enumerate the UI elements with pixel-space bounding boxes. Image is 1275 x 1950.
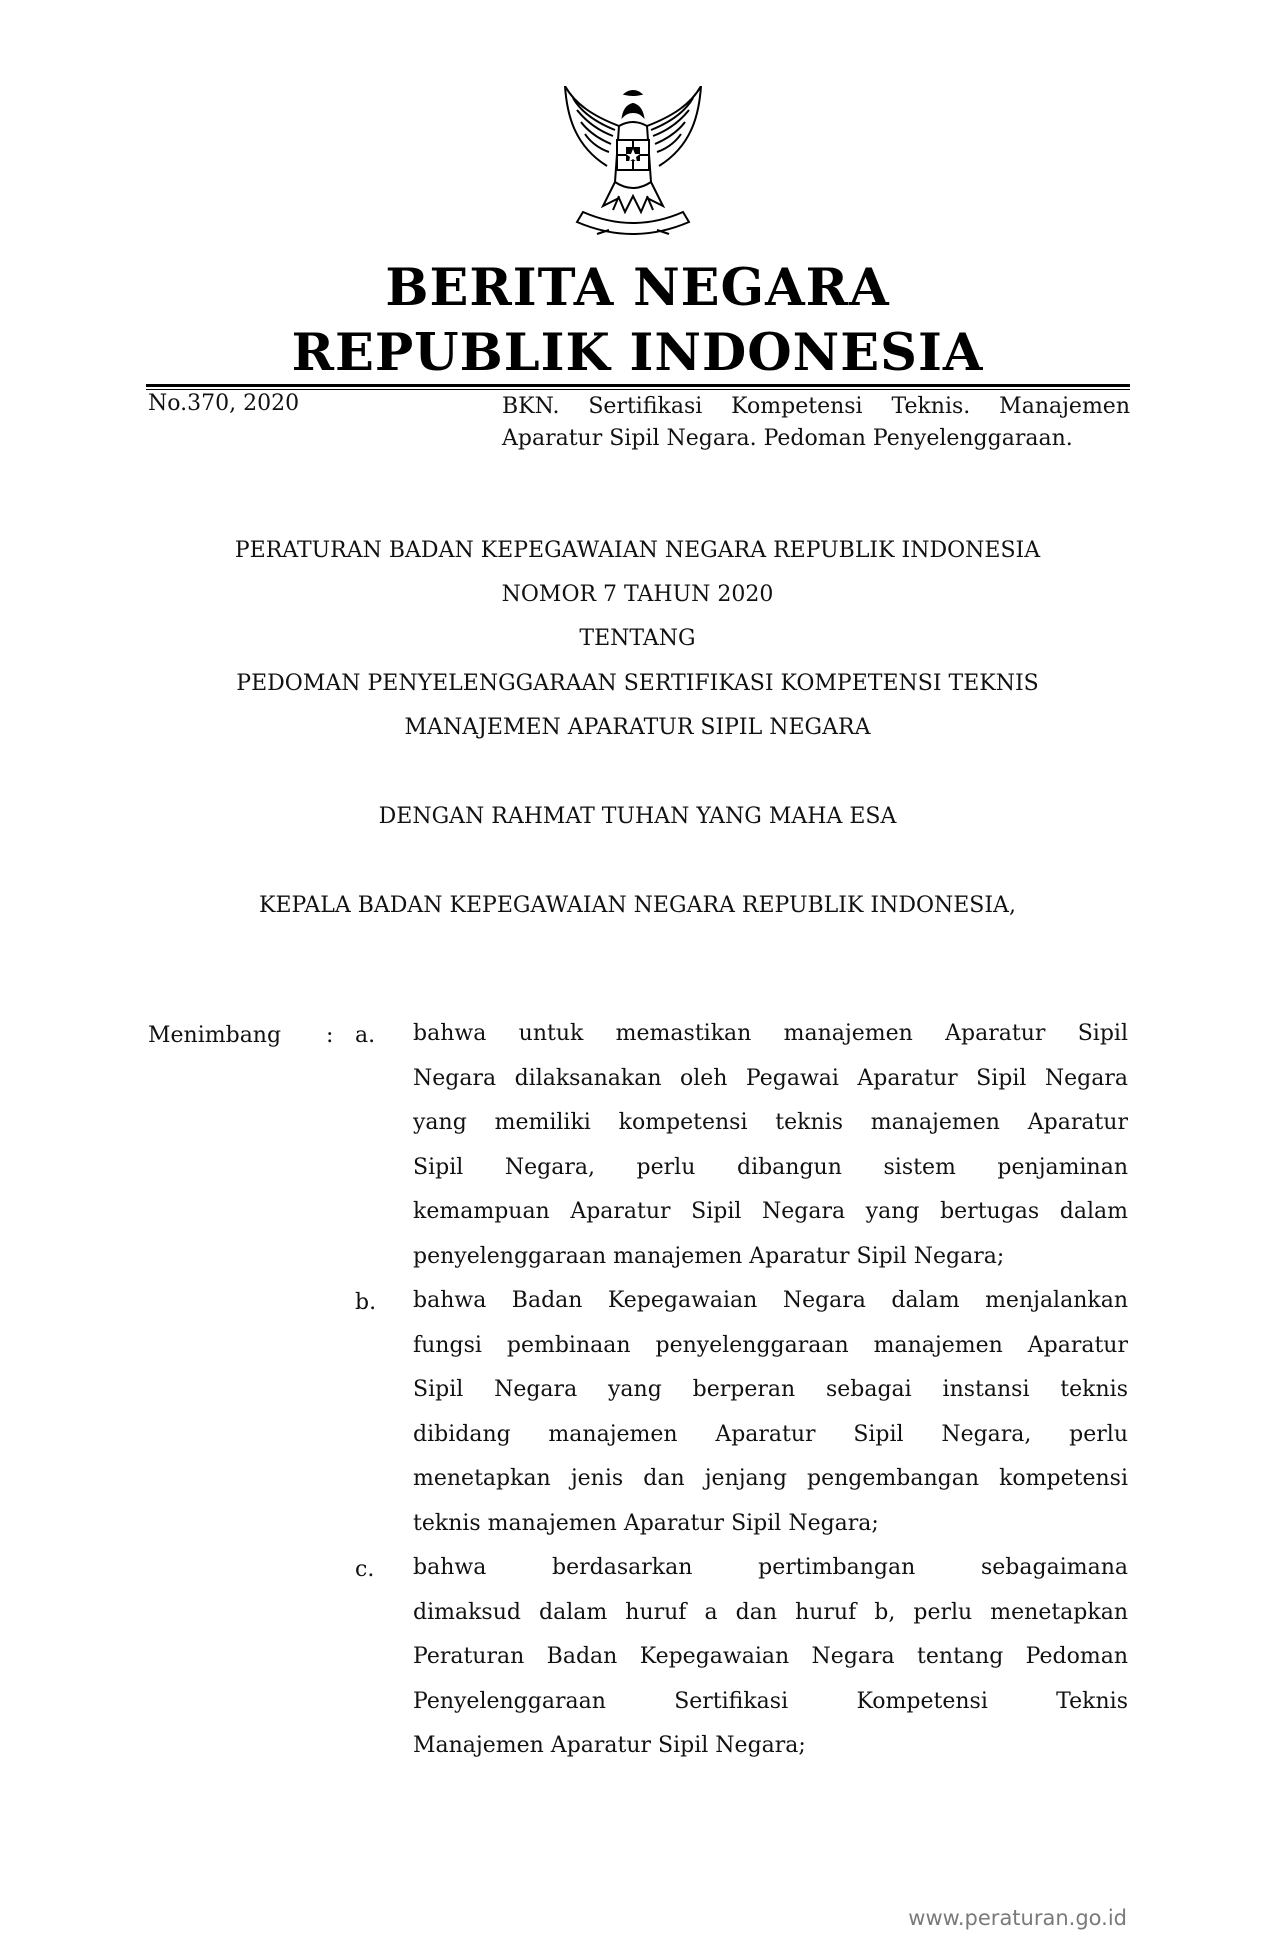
consideration-item-a: [413, 1012, 1128, 1279]
garuda-emblem-icon: [553, 86, 713, 246]
item-line: dimaksud dalam huruf a dan huruf b, perlu menetapkan: [413, 1599, 1128, 1625]
item-marker: c.: [355, 1557, 375, 1582]
item-line: fungsi pembinaan penyelenggaraan manajemen Aparatur: [413, 1332, 1128, 1358]
item-line: dibidang manajemen Aparatur Sipil Negara, perlu: [413, 1421, 1128, 1447]
consideration-item-b: [413, 1279, 1128, 1546]
masthead-rule: [146, 384, 1130, 387]
subject-line: BKN. Sertifikasi Kompetensi Teknis. Manajemen: [502, 394, 1130, 419]
issuing-official: KEPALA BADAN KEPEGAWAIAN NEGARA REPUBLIK INDONESIA,: [259, 893, 1016, 918]
document-subject: [502, 391, 1130, 455]
item-line: bahwa berdasarkan pertimbangan sebagaimana: [413, 1555, 1128, 1580]
invocation: DENGAN RAHMAT TUHAN YANG MAHA ESA: [378, 804, 897, 829]
subject-line: Aparatur Sipil Negara. Pedoman Penyelenggaraan.: [502, 426, 1073, 451]
item-line: bahwa untuk memastikan manajemen Aparatur Sipil: [413, 1021, 1128, 1046]
item-line: Manajemen Aparatur Sipil Negara;: [413, 1733, 806, 1758]
masthead-subtitle: REPUBLIK INDONESIA: [291, 323, 984, 383]
considerations-label: Menimbang: [148, 1023, 282, 1048]
item-line: kemampuan Aparatur Sipil Negara yang bertugas dalam: [413, 1199, 1128, 1224]
item-line: Sipil Negara yang berperan sebagai instansi teknis: [413, 1377, 1128, 1402]
item-line: bahwa Badan Kepegawaian Negara dalam menjalankan: [413, 1288, 1128, 1313]
masthead-rule-thin: [146, 389, 1130, 390]
item-marker: b.: [355, 1290, 377, 1315]
item-line: Negara dilaksanakan oleh Pegawai Aparatur Sipil Negara: [413, 1065, 1128, 1091]
item-line: yang memiliki kompetensi teknis manajemen Aparatur: [413, 1110, 1128, 1135]
regulation-title: PERATURAN BADAN KEPEGAWAIAN NEGARA REPUBLIK INDONESIA: [234, 538, 1041, 563]
item-line: Sipil Negara, perlu dibangun sistem penjaminan: [413, 1154, 1128, 1180]
item-line: Penyelenggaraan Sertifikasi Kompetensi Teknis: [413, 1688, 1128, 1714]
item-line: menetapkan jenis dan jenjang pengembangan kompetensi: [413, 1466, 1128, 1491]
masthead-title: BERITA NEGARA: [385, 258, 890, 318]
considerations-colon: :: [326, 1023, 334, 1048]
item-marker: a.: [355, 1023, 376, 1048]
regulation-about: TENTANG: [579, 626, 696, 651]
regulation-subject-line: PEDOMAN PENYELENGGARAAN SERTIFIKASI KOMPETENSI TEKNIS: [236, 671, 1039, 696]
regulation-number: NOMOR 7 TAHUN 2020: [501, 582, 774, 607]
item-line: Peraturan Badan Kepegawaian Negara tentang Pedoman: [413, 1644, 1128, 1669]
regulation-subject-line: MANAJEMEN APARATUR SIPIL NEGARA: [404, 715, 871, 740]
document-number: No.370, 2020: [148, 391, 300, 416]
footer-website-link[interactable]: www.peraturan.go.id: [908, 1906, 1127, 1930]
item-line: teknis manajemen Aparatur Sipil Negara;: [413, 1510, 879, 1536]
consideration-item-c: [413, 1546, 1128, 1769]
item-line: penyelenggaraan manajemen Aparatur Sipil Negara;: [413, 1243, 1005, 1269]
